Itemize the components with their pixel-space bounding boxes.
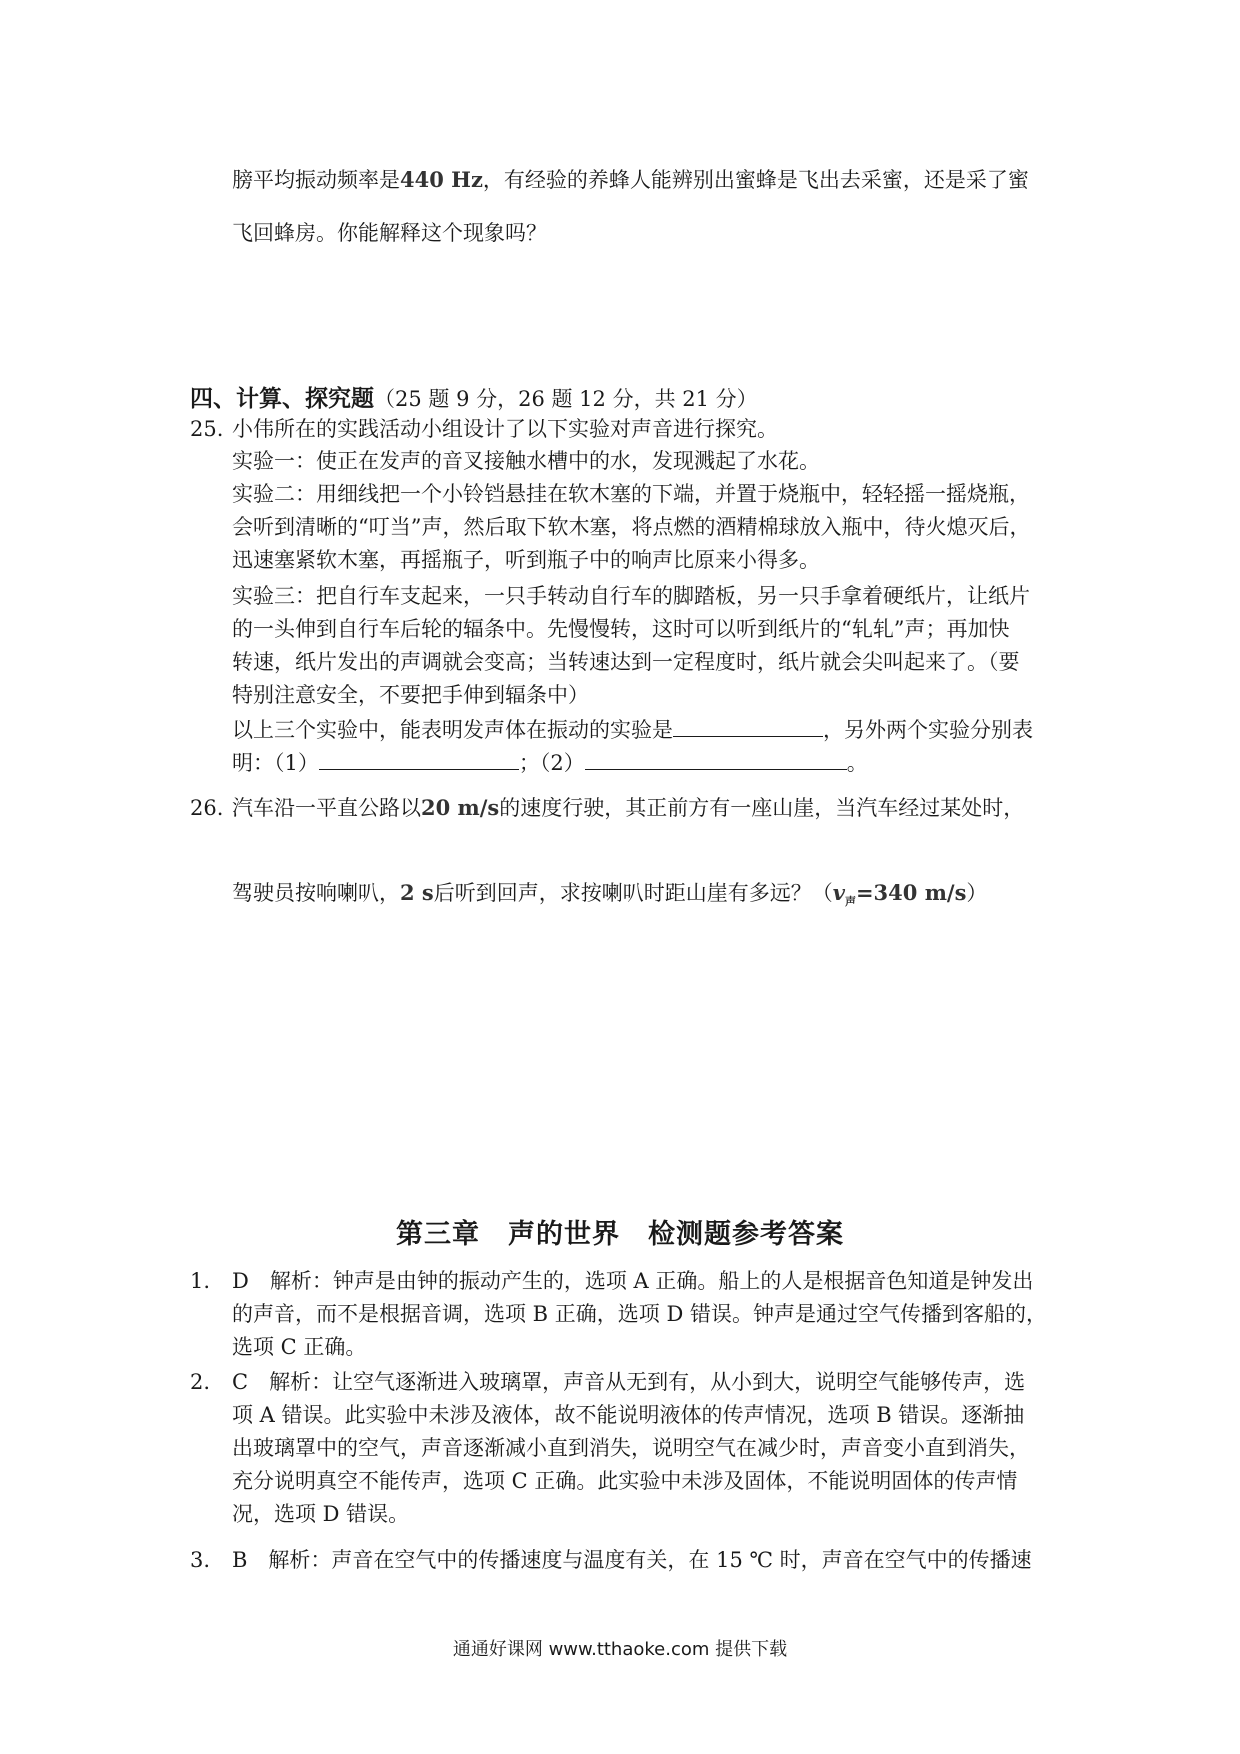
answer-line: 的声音，而不是根据音调，选项 B 正确，选项 D 错误。钟声是通过空气传播到客船的， [232, 1302, 1047, 1326]
q25-line: 小伟所在的实践活动小组设计了以下实验对声音进行探究。 [232, 417, 778, 441]
answer-line: D 解析：钟声是由钟的振动产生的，选项 A 正确。船上的人是根据音色知道是钟发出 [232, 1269, 1034, 1293]
q25-line: 会听到清晰的“叮当”声，然后取下软木塞，将点燃的酒精棉球放入瓶中，待火熄灭后， [232, 515, 1031, 539]
q25-line: 实验二：用细线把一个小铃铛悬挂在软木塞的下端，并置于烧瓶中，轻轻摇一摇烧瓶， [232, 482, 1030, 506]
answer-line: 选项 C 正确。 [232, 1335, 367, 1359]
answer-blank-3[interactable] [585, 747, 847, 770]
answer-blank-2[interactable] [319, 747, 519, 770]
q25-line: 转速，纸片发出的声调就会变高；当转速达到一定程度时，纸片就会尖叫起来了。（要 [232, 650, 1020, 674]
answer-line: C 解析：让空气逐渐进入玻璃罩，声音从无到有，从小到大，说明空气能够传声，选 [232, 1370, 1026, 1394]
answer-blank-1[interactable] [673, 714, 823, 737]
answer-number: 2. [190, 1370, 211, 1394]
q25-number: 25. [190, 417, 224, 441]
q25-line: 迅速塞紧软木塞，再摇瓶子，听到瓶子中的响声比原来小得多。 [232, 548, 820, 572]
q25-line: 特别注意安全，不要把手伸到辐条中） [232, 683, 589, 707]
answer-line: 充分说明真空不能传声，选项 C 正确。此实验中未涉及固体，不能说明固体的传声情 [232, 1469, 1018, 1493]
answer-line: 项 A 错误。此实验中未涉及液体，故不能说明液体的传声情况，选项 B 错误。逐渐抽 [232, 1403, 1025, 1427]
q25-line: 的一头伸到自行车后轮的辐条中。先慢慢转，这时可以听到纸片的“轧轧”声；再加快 [232, 617, 1010, 641]
q24-line-1: 膀平均振动频率是440 Hz，有经验的养蜂人能辨别出蜜蜂是飞出去采蜜，还是采了蜜 [232, 167, 1029, 192]
q25-line: 实验一：使正在发声的音叉接触水槽中的水，发现溅起了水花。 [232, 449, 820, 473]
answer-line: B 解析：声音在空气中的传播速度与温度有关，在 15 ℃ 时，声音在空气中的传播速 [232, 1548, 1032, 1572]
answer-number: 1. [190, 1269, 211, 1293]
q24-line-2: 飞回蜂房。你能解释这个现象吗？ [232, 221, 547, 245]
q26-line-1: 汽车沿一平直公路以20 m/s的速度行驶，其正前方有一座山崖，当汽车经过某处时， [232, 795, 1025, 820]
answer-key-title: 第三章 声的世界 检测题参考答案 [396, 1219, 844, 1250]
section-heading: 四、计算、探究题（25 题 9 分，26 题 12 分，共 21 分） [190, 385, 758, 412]
answer-line: 况，选项 D 错误。 [232, 1502, 410, 1526]
q25-blank-line-1: 以上三个实验中，能表明发声体在振动的实验是 ，另外两个实验分别表 [232, 714, 1033, 745]
answer-line: 出玻璃罩中的空气，声音逐渐减小直到消失，说明空气在减少时，声音变小直到消失， [232, 1436, 1030, 1460]
q26-line-2: 驾驶员按响喇叭，2 s后听到回声，求按喇叭时距山崖有多远？（$v_声=340$ m/s） [232, 880, 988, 909]
q26-number: 26. [190, 796, 224, 820]
answer-number: 3. [190, 1548, 211, 1572]
q25-line: 实验三：把自行车支起来，一只手转动自行车的脚踏板，另一只手拿着硬纸片，让纸片 [232, 584, 1030, 608]
q25-blank-line-2: 明：（1） ；（2） 。 [232, 747, 868, 778]
footer-text: 通通好课网 www.tthaoke.com 提供下载 [452, 1639, 788, 1660]
